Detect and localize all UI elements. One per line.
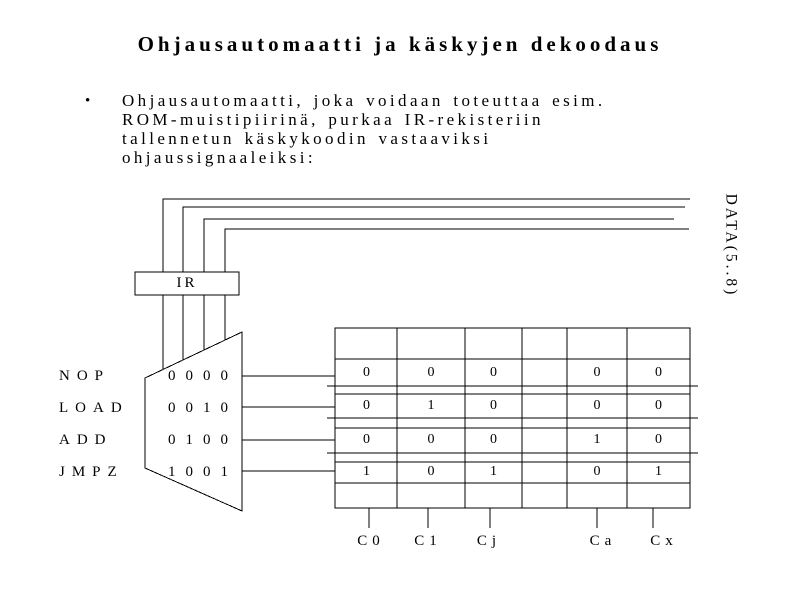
signal-label-cx: Cx xyxy=(650,533,678,549)
bus-line xyxy=(183,207,685,272)
signal-label-ca: Ca xyxy=(589,533,617,549)
instruction-code-jmpz: 1001 xyxy=(168,464,238,480)
rom-cell: 1 xyxy=(363,464,370,479)
decoder-trapezoid xyxy=(145,332,242,511)
rom-cell xyxy=(522,365,567,381)
rom-cell: 0 xyxy=(427,365,435,380)
ir-register-label: IR xyxy=(176,275,198,291)
signal-label-cj: Cj xyxy=(476,533,502,549)
rom-cell: 0 xyxy=(655,398,662,413)
rom-cell: 0 xyxy=(490,398,497,413)
instruction-code-nop: 0000 xyxy=(168,368,238,384)
decoder-output-lines xyxy=(242,376,335,471)
bus-line xyxy=(163,199,690,272)
page-title: Ohjausautomaatti ja käskyjen dekoodaus xyxy=(137,32,663,56)
rom-cell xyxy=(522,432,567,448)
rom-cell: 0 xyxy=(655,432,662,447)
bullet-line: ROM-muistipiirinä, purkaa IR-rekisteriin xyxy=(122,110,544,129)
rom-cell: 1 xyxy=(655,464,662,479)
signal-label-c1: C1 xyxy=(414,533,442,549)
instruction-label-load: LOAD xyxy=(59,400,129,416)
rom-cell: 0 xyxy=(363,398,370,413)
instruction-label-jmpz: JMPZ xyxy=(59,464,124,480)
bullet-line: Ohjausautomaatti, joka voidaan toteuttaa esim. xyxy=(122,91,606,110)
rom-cell: 0 xyxy=(593,398,601,413)
rom-cell: 1 xyxy=(427,398,435,413)
rom-cell: 0 xyxy=(490,365,497,380)
rom-table-grid xyxy=(327,328,698,508)
instruction-code-load: 0010 xyxy=(168,400,238,416)
rom-cell: 0 xyxy=(427,432,435,447)
bullet-icon: • xyxy=(85,93,91,109)
rom-cell: 0 xyxy=(363,432,370,447)
data-bus-label: DATA(5..8) xyxy=(722,193,740,298)
instruction-label-nop: NOP xyxy=(59,368,111,384)
rom-cell: 0 xyxy=(490,432,497,447)
bullet-line: tallennetun käskykoodin vastaaviksi xyxy=(122,129,492,148)
signal-stub-lines xyxy=(369,508,653,528)
instruction-label-add: ADD xyxy=(59,432,113,448)
bus-line xyxy=(204,219,674,272)
rom-cell: 1 xyxy=(593,432,601,447)
rom-cell: 0 xyxy=(427,464,435,479)
rom-cell: 0 xyxy=(363,365,370,380)
bullet-line: ohjaussignaaleiksi: xyxy=(122,148,316,167)
rom-cell: 0 xyxy=(593,464,601,479)
rom-cell: 0 xyxy=(593,365,601,380)
rom-cell: 1 xyxy=(490,464,497,479)
rom-cell xyxy=(522,398,567,414)
signal-label-c0: C0 xyxy=(357,533,385,549)
data-bus-lines xyxy=(163,199,690,272)
instruction-code-add: 0100 xyxy=(168,432,238,448)
rom-cell: 0 xyxy=(655,365,662,380)
rom-cell xyxy=(522,464,567,480)
bus-line xyxy=(225,229,689,272)
